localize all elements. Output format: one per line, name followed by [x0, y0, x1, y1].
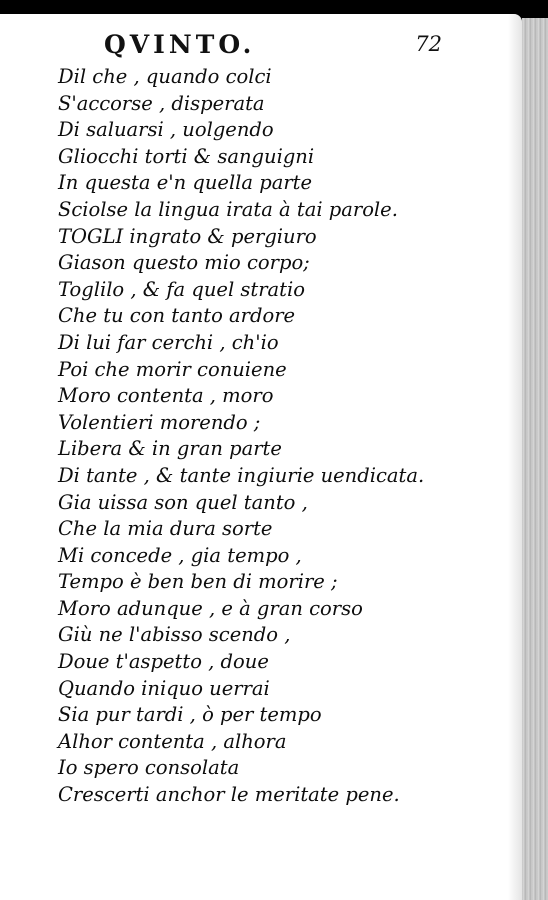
verse-line: Libera & in gran parte: [58, 437, 282, 461]
verse-line: Toglilo , & fa quel stratio: [58, 277, 305, 301]
page-edge-stack: [522, 18, 548, 900]
verse-line: Che la mia dura sorte: [58, 517, 273, 541]
verse-line: Gliocchi torti & sanguigni: [58, 144, 315, 168]
verse-line: Gia uissa son quel tanto ,: [58, 490, 308, 514]
verse-line: Poi che morir conuiene: [58, 357, 287, 381]
verse-line: TOGLI ingrato & pergiuro: [58, 224, 317, 248]
verse-line: Doue t'aspetto , doue: [58, 650, 269, 674]
verse-line: Di saluarsi , uolgendo: [58, 118, 274, 142]
verse-line: S'accorse , disperata: [58, 91, 265, 115]
verse-line: Giù ne l'abisso scendo ,: [58, 623, 291, 647]
verse-line: Moro contenta , moro: [58, 384, 274, 408]
verse-line: Tempo è ben ben di morire ;: [58, 570, 338, 594]
verse-line: Crescerti anchor le meritate pene.: [58, 783, 400, 807]
verse-line: Quando iniquo uerrai: [58, 676, 270, 700]
verse-line: In questa e'n quella parte: [58, 171, 313, 195]
running-title: QVINTO.: [104, 30, 256, 59]
verse-line: Dil che , quando colci: [58, 65, 272, 88]
book-page: [0, 14, 522, 900]
verse-line: Mi concede , gia tempo ,: [58, 543, 302, 567]
verse-line: Alhor contenta , alhora: [58, 729, 287, 753]
running-header: [104, 30, 442, 66]
verse-line: Sia pur tardi , ò per tempo: [58, 703, 322, 727]
verse-line: Volentieri morendo ;: [58, 410, 261, 434]
verse-line: Moro adunque , e à gran corso: [58, 596, 363, 620]
page-number: 72: [415, 32, 442, 56]
verse-line: Di lui far cerchi , ch'io: [58, 330, 279, 354]
verse-line: Che tu con tanto ardore: [58, 304, 296, 328]
verse-line: Sciolse la lingua irata à tai parole.: [58, 197, 398, 221]
verse-line: Io spero consolata: [58, 756, 240, 780]
verse-line: Di tante , & tante ingiurie uendicata.: [58, 463, 425, 487]
verse-text: [58, 64, 478, 809]
verse-line: Giason questo mio corpo;: [58, 251, 310, 275]
